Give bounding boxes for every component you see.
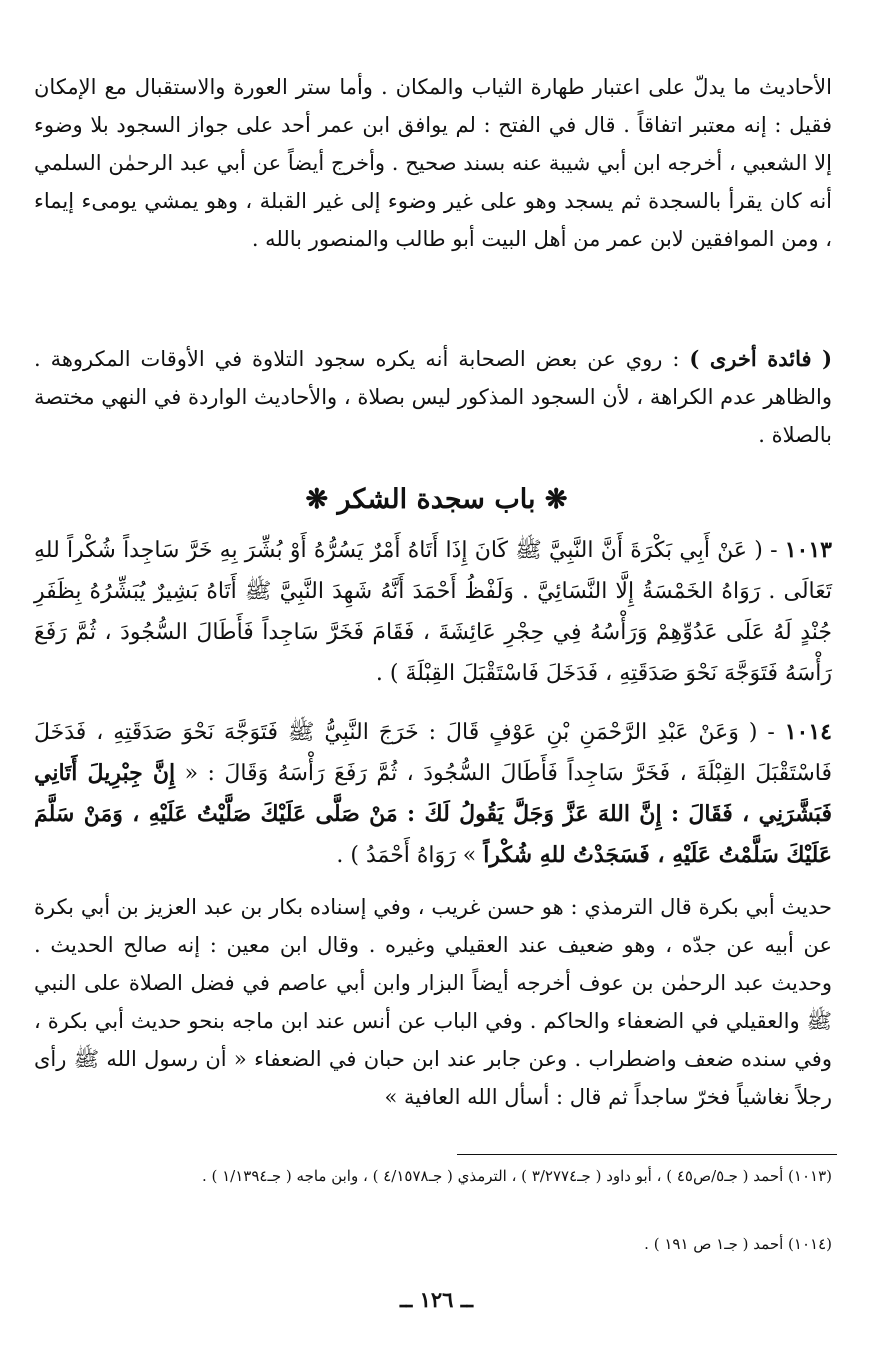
benefit-label: ( فائدة أخرى ) [689, 346, 833, 371]
footnote-1014: (١٠١٤) أحمد ( جـ١ ص ١٩١ ) . [644, 1235, 832, 1253]
benefit-text: : روي عن بعض الصحابة أنه يكره سجود التلاوة في الأوقات المكروهة . والظاهر عدم الكراهة ، لأن السجود المذكور ليس بصلاة ، والأحاديث الواردة في النهي مختصة بالصلاة . [34, 347, 832, 447]
paragraph-continuation: الأحاديث ما يدلّ على اعتبار طهارة الثياب والمكان . وأما ستر العورة والاستقبال مع الإمكان فقيل : إنه معتبر اتفاقاً . قال في الفتح : لم يوافق ابن عمر أحد على جواز السجود بلا وضوء إلا الشعبي ، أخرجه ابن أبي شيبة عنه بسند صحيح . وأخرج أيضاً عن أبي عبد الرحمٰن السلمي أنه كان يقرأ بالسجدة ثم يسجد وهو على غير وضوء إلى غير القبلة ، وهو يمشي يومىء إيماء ، ومن الموافقين لابن عمر من أهل البيت أبو طالب والمنصور بالله . [34, 75, 832, 251]
hadith-text-1014-quote: إِنَّ جِبْرِيلَ أَتَانِي فَبَشَّرَنِي ، فَقَالَ : إِنَّ اللهَ عَزَّ وَجَلَّ يَقُولُ لَكَ : مَنْ صَلَّى عَلَيْكَ صَلَّيْتُ عَلَيْهِ ، وَمَنْ سَلَّمَ عَلَيْكَ سَلَّمْتُ عَلَيْهِ ، فَسَجَدْتُ للهِ شُكْراً [34, 760, 832, 868]
hadith-text-1014-source: » رَوَاهُ أَحْمَدُ ) . [336, 843, 484, 868]
hadith-1014 [34, 712, 832, 876]
hadith-number-1014: ١٠١٤ [784, 719, 832, 745]
hadith-text-1014-intro: - ( وَعَنْ عَبْدِ الرَّحْمَنِ بْنِ عَوْفٍ قَالَ : خَرَجَ النَّبِيُّ ﷺ فَتَوَجَّهَ نَحْوَ صَدَقَتِهِ ، فَدَخَلَ فَاسْتَقْبَلَ القِبْلَةَ ، فَخَرَّ سَاجِداً فَأَطَالَ السُّجُودَ ، ثُمَّ رَفَعَ رَأْسَهُ وَقَالَ : « [34, 720, 832, 786]
paragraph-additional-benefit [34, 340, 832, 454]
footnote-1013: (١٠١٣) أحمد ( جـ٥/ص٤٥ ) ، أبو داود ( جـ٣/٢٧٧٤ ) ، الترمذي ( جـ٤/١٥٧٨ ) ، وابن ماجه ( جـ١/١٣٩٤ ) . [201, 1167, 832, 1185]
page-number: ــ ١٢٦ ــ [399, 1287, 474, 1312]
hadith-1013 [34, 530, 832, 694]
hadith-text-1013: - ( عَنْ أَبِي بَكْرَةَ أَنَّ النَّبِيَّ ﷺ كَانَ إِذَا أَتَاهُ أَمْرٌ يَسُرُّهُ أَوْ بُشِّرَ بِهِ خَرَّ سَاجِداً شُكْراً للهِ تَعَالَى . رَوَاهُ الخَمْسَةُ إِلَّا النَّسَائِيَّ . وَلَفْظُ أَحْمَدَ أَنَّهُ شَهِدَ النَّبِيَّ ﷺ أَتَاهُ بَشِيرٌ يُبَشِّرُهُ بِظَفَرِ جُنْدٍ لَهُ عَلَى عَدُوِّهِمْ وَرَأْسُهُ فِي حِجْرِ عَائِشَةَ ، فَقَامَ فَخَرَّ سَاجِداً فَأَطَالَ السُّجُودَ ، ثُمَّ رَفَعَ رَأْسَهُ فَتَوَجَّهَ نَحْوَ صَدَقَتِهِ ، فَدَخَلَ فَاسْتَقْبَلَ القِبْلَةَ ) . [34, 538, 832, 686]
footnote-divider [457, 1154, 837, 1155]
commentary-paragraph: حديث أبي بكرة قال الترمذي : هو حسن غريب ، وفي إسناده بكار بن عبد العزيز بن أبي بكرة عن أبيه عن جدّه ، وهو ضعيف عند العقيلي وغيره . وقال ابن معين : إنه صالح الحديث . وحديث عبد الرحمٰن بن عوف أخرجه أيضاً البزار وابن أبي عاصم في فضل الصلاة على النبي ﷺ والعقيلي في الضعفاء والحاكم . وفي الباب عن أنس عند ابن ماجه بنحو حديث أبي بكرة ، وفي سنده ضعف واضطراب . وعن جابر عند ابن حبان في الضعفاء « أن رسول الله ﷺ رأى رجلاً نغاشياً فخرّ ساجداً ثم قال : أسأل الله العافية » [34, 895, 832, 1109]
chapter-heading: ❋ باب سجدة الشكر ❋ [305, 484, 568, 515]
hadith-number-1013: ١٠١٣ [784, 537, 832, 563]
